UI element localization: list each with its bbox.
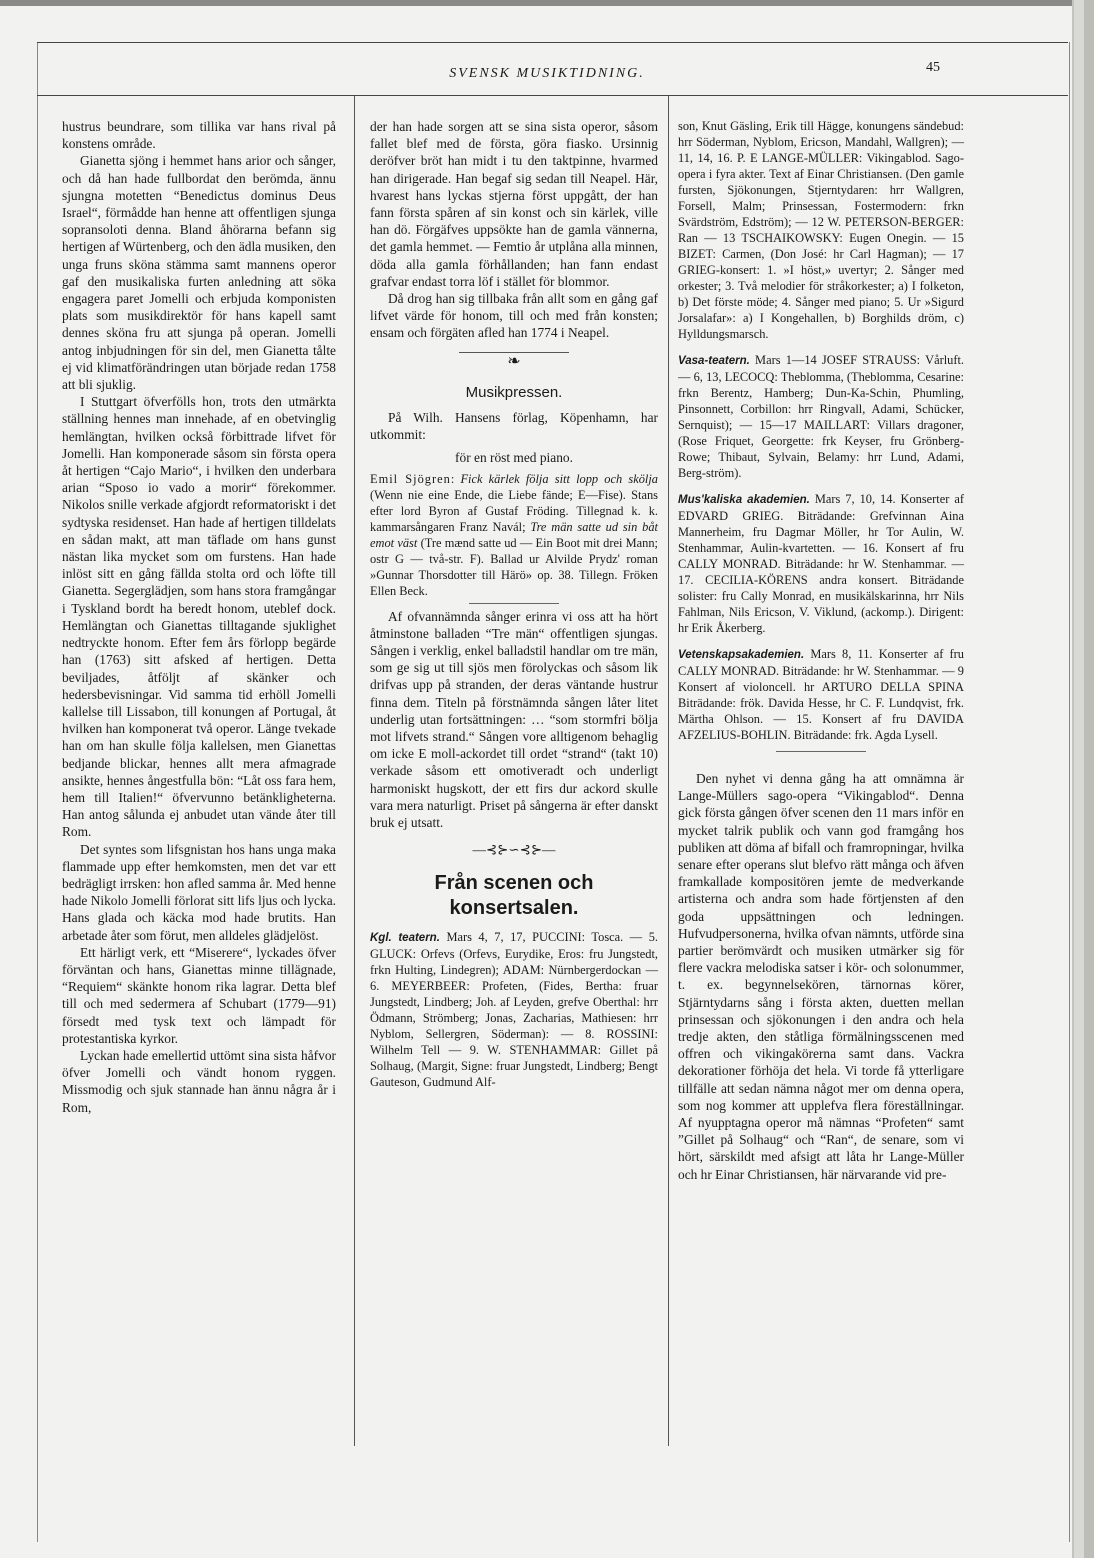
entry-title: Fick kärlek följa sitt lopp och skölja <box>460 471 658 486</box>
column-2 <box>370 118 658 1090</box>
entry-text: (Tre mænd satte ud — Ein Boot mit drei Mann; ostr G — två-str. F). Ballad ur Alvilde Prydz' roman »Gunnar Thorsdotter till Härö» op. 38. Tillegn. Fröken Ellen Beck. <box>370 535 658 598</box>
paragraph: hustrus beundrare, som tillika var hans rival på konstens område. <box>62 119 336 152</box>
venue-label: Vasa-teatern. <box>678 355 750 367</box>
paragraph: Det syntes som lifsgnistan hos hans unga maka flammade upp efter hemkomsten, men det var ett bedrägligt irrsken: hon afled samma år. Med henne hade Nikolo Jomelli förlorat sitt lifs ljus och lycka. Hans glada och käcka mod hade brutits. Han arbetade åter som förut, men alldeles glädjelöst. <box>62 841 336 943</box>
paragraph: I Stuttgart öfverfölls hon, trots den utmärkta ställning hennes man innehade, af en obetvinglig hemlängtan, hvilken också förbittrade lifvet för Jomelli. Han komponerade såsom sin första opera åt hertigen “Cajo Mario“, i hvilken den underbara arian “Sposo io vado a morir“ förekommer. Nikolos snille verkade afgjordt reformatoriskt i det sydtyska residenset. Han hade af hertigen tilldelats en sådan makt, att man täflade om hans gunst nästan lika mycket som om furstens. Han hade inlöst sitt en gång fällda stolta ord och löfte till Gianetta. Segerglädjen, som hans stora framgångar i Tyskland bordt ha beredt honom, uteblef dock. Hemlängtan och Gianettas tilltagande sjuklighet nedtryckte honom. Efter fem års förlopp begärde han (1763) sitt afsked af hertigen. Detta beviljades, åtföljt af skänker och hedersbevisningar. Vid samma tid erhöll Jomelli kallelse till Lissabon, till konungen af Portugal, åt hvilken han komponerat två operor. Länge tvekade han om han skulle följa kallelsen, men Gianettas bedjande blickar, hennes allt mera afmagrade ansikte, hennes ångestfulla bön: “Låt oss fara hem, hem till Italien!“ öfvervunno betänkligheterna. Han antog sålunda ej anbudet utan vände åter till Rom. <box>62 394 336 840</box>
entry-title: Tre män satte ud sin båt emot väst <box>370 519 658 550</box>
divider-rule <box>776 751 866 752</box>
divider-rule <box>469 603 559 604</box>
listing-text: Mars 8, 11. Konserter af fru CALLY MONRAD. Biträdande: hr W. Stenhammar. — 9 Konsert af violoncell. hr ARTURO DELLA SPINA Biträdande: frök. Davida Hesse, hr C. F. Lundqvist, frk. Märtha Ohlson. — 15. Konsert af fru DAVIDA AFZELIUS-BOHLIN. Biträdande: frk. Agda Lysell. <box>678 647 965 742</box>
section-title-musikpressen: Musikpressen. <box>465 383 563 401</box>
venue-label: Kgl. teatern. <box>370 931 440 944</box>
ornament-icon: ❧ <box>507 352 521 370</box>
header-rule-top <box>37 42 1068 43</box>
listing-musikaliska-akademien <box>678 491 964 636</box>
divider-ornament-icon: —⊰⊱∽⊰⊱— <box>472 842 556 858</box>
header-rule-bottom <box>37 95 1068 96</box>
publication-entry: Emil Sjögren: Fick kärlek följa sitt lopp och skölja (Wenn nie eine Ende, die Liebe fände; E—Fise). Stans efter lord Byron af Gustaf Fröding. Tillegnad k. k. kammarsångaren Franz Navál; Tre män satte ud sin båt emot väst (Tre mænd satte ud — Ein Boot mit drei Mann; ostr G — två-str. F). Ballad ur Alvilde Prydz' roman »Gunnar Thorsdotter till Härö» op. 38. Tillegn. Fröken Ellen Beck. <box>370 471 658 598</box>
listing-kgl-teatern <box>370 929 658 1090</box>
paragraph: Ett härligt verk, ett “Miserere“, lyckades öfver förväntan och hans, Gianettas minne tillägnade, “Requiem“ skänkte honom rika lagrar. Detta blef till och med sedermera af Schubart (1779—91) försedt med tysk text och lämpadt för protestantiska kyrkor. <box>62 944 336 1046</box>
subhead: för en röst med piano. <box>455 450 573 466</box>
paragraph: Af ofvannämnda sånger erinra vi oss att ha hört åtminstone balladen “Tre män“ offentligen sjungas. Sången i verklig, enkel balladstil handlar om tre män, som ge sig ut till sjös men förolyckas och såsom lik drifvas upp på stranden, der deras väntande hustrur finna dem. Titeln på förstnämnda sången låter litet underlig utan fortsättningen: … “som stormfri bölja mot lifvets strand.“ Sången vore alltigenom behaglig om icke E moll-ackordet till ordet “strand“ (takt 10) verkade såsom ett omotiveradt och underligt harmoniskt hugskott, der ett firs dur ackord skulle vara mera naturligt. Priset på sångerna är efter danskt bruk ej utsatt. <box>370 608 658 831</box>
paragraph: Då drog han sig tillbaka från allt som en gång gaf lifvet värde för honom, till och med från konsten; ensam och förgäten afled han 1774 i Neapel. <box>370 291 658 341</box>
column-3 <box>678 118 964 1183</box>
paragraph: Gianetta sjöng i hemmet hans arior och sånger, och då han hade fullbordat den berömda, ännu sjungna motetten “Benedictus dominus Deus Israel“, förmådde han henne att offentligen sjunga sopransoloti denna. Bland åhörarna befann sig hertigen af Würtenberg, och den ädla musiken, den unga fruns sköna stämma samt mannens operor gaf den musikaliska furten anledning att söka engagera paret Jomelli och erbjuda komponisten plats som musikdirektör för hans kapell samt dennes sköna fru att sjunga på operan. Jomelli antog inbjudningen för sin del, men Gianetta tålte ej vid klimatförändringen utan började redan 1758 att bli sjuklig. <box>62 153 336 393</box>
scan-top-edge <box>0 0 1094 6</box>
listing-vasa-teatern <box>678 352 964 481</box>
listing-vetenskapsakademien <box>678 646 964 743</box>
running-title: SVENSK MUSIKTIDNING. <box>449 66 645 81</box>
listing-text: Mars 4, 7, 17, PUCCINI: Tosca. — 5. GLUCK: Orfevs (Orfevs, Eurydike, Eros: fru Jungstedt, frkn Hulting, Lindegren); ADAM: Nürnbergerdockan — 6. MEYERBEER: Profeten, (Fides, Bertha: fruar Jungstedt, Lindberg; Joh. af Leyden, grefve Oberthal: hrr Ödmann, Strömberg; Jonas, Zacharias, Mathiesen: hrr Nyblom, Sellergren, Söderman): — 8. ROSSINI: Wilhelm Tell — 9. W. STENHAMMAR: Gillet på Solhaug, (Margit, Signe: fruar Jungstedt, Lindberg; Bengt Gauteson, Gudmund Alf- <box>370 929 658 1089</box>
entry-text: (Wenn nie eine Ende, die Liebe fände; E—Fise). Stans efter lord Byron af Gustaf Fröding. Tillegnad k. k. kammarsångaren Franz Navál; <box>370 487 658 534</box>
entry-composer: Emil Sjögren <box>370 471 451 486</box>
venue-label: Vetenskapsakademien. <box>678 649 805 661</box>
paragraph: der han hade sorgen att se sina sista operor, såsom fallet blef med de första, göra fiasko. Ursinnig deröfver bröt han midt i tu den taktpinne, hvarmed han dirigerade. Han begaf sig sedan till Neapel. Här, hvarest hans lyckas stjerna först uppgått, der han fann första spåren af sin konst och sin kärlek, ville han dö. Förgäfves uppsökte han de gamla vännerna, det gamla hemmet. — Femtio år utplåna alla minnen, döda alla gamla förhållanden; han fann endast grafvar endast torra löf i stället för blommor. <box>370 119 658 289</box>
paragraph: Den nyhet vi denna gång ha att omnämna är Lange-Müllers sago-opera “Vikingablod“. Denna gick första gången öfver scenen den 11 mars inför en mycket talrik publik och vann god framgång hos publiken att döma af bifall och framropningar, hvilka senare efter operans slut blefvo rätt många och äfven framkallade kompositören jemte de medverkande artisterna och andra som hade förtjensten af den goda uppsättningen och ledningen. Hufvudpersonerna, hvilka ofvan nämnts, utförde sina partier berömvärdt och musiken utmärker sig för flere vackra melodiska satser i kör- och solonummer, t. ex. begynnelsekören, tärnornas körer, Stjärntydarns sång i första akten, duetten mellan prinsessan och sjökonungen i den andra och hela tredje akten, den ståtliga förmälningsscenen med offren och vikingakörerna samt dans. Vackra dekorationer förhöja det hela. Vi torde få ytterligare tillfälle att sedan nämna något mer om denna opera, som nog kommer att upplefva flera föreställningar. Af nyupptagna operor må nämnas “Profeten“ samt ”Gillet på Solhaug“ och “Ran“, de senare, som vi hört, särskildt med afsigt att låta hr Lange-Müller och hr Einar Christiansen, här närvarande vid pre- <box>678 771 964 1182</box>
page-number: 45 <box>926 60 940 75</box>
column-rule-1 <box>354 96 355 1446</box>
paragraph: Lyckan hade emellertid uttömt sina sista håfvor öfver Jomelli och vändt honom ryggen. Missmodig och sjuk stannade han ännu några år i Rom, <box>62 1047 336 1115</box>
listing-text: Mars 7, 10, 14. Konserter af EDVARD GRIEG. Biträdande: Grefvinnan Aina Mannerheim, fru Dagmar Möller, hr Tor Aulin, W. Stenhammar, Aulin-kvartetten. — 16. Konsert af fru CALLY MONRAD. Biträdande: hr W. Stenhammar. — 17. CECILIA-KÖRENS andra konsert. Biträdande solister: fru Cally Monrad, en musikälskarinna, hrr Nils Fahlman, Nils Ericson, V. Viklund, (ackomp.). Dirigent: hr Erik Åkerberg. <box>678 492 964 635</box>
paragraph: På Wilh. Hansens förlag, Köpenhamn, har utkommit: <box>370 410 658 443</box>
book-spine <box>1084 0 1094 1558</box>
listing-text: Mars 1—14 JOSEF STRAUSS: Vårluft. — 6, 13, LECOCQ: Theblomma, (Theblomma, Cesarine: frkn Berentz, Hamberg; Dun-Ka-Schin, Phumling, Pinsonnett, Corbillon: hrr Ringvall, Adami, Schücker, Sernquist); — 15—17 MAILLART: Villars dragoner, (Rose Friquet, Georgette: frk Keyser, fru Grönberg-Rowe; Thibaut, Sylvain, Belamy: hrr Lund, Adami, Berg-ström). <box>678 353 964 480</box>
venue-label: Mus'kaliska akademien. <box>678 494 810 506</box>
section-title-scenen: Från scenen och konsertsalen. <box>434 871 594 919</box>
column-rule-2 <box>668 96 669 1446</box>
listing-continued: son, Knut Gäsling, Erik till Hägge, konungens sändebud: hrr Söderman, Nyblom, Ericson, Mandahl, Wallgren); — 11, 14, 16. P. E LANGE-MÜLLER: Vikingablod. Sago-opera i fyra akter. Text af Einar Christiansen. (Den gamle fursten, Sjökonungen, Stjerntydaren: hrr Wallgren, Forsell, Malm; Prinsessan, Fostermodern: frkn Svärdström, Edström); — 12 W. PETERSON-BERGER: Ran — 13 TSCHAIKOWSKY: Eugen Onegin. — 15 BIZET: Carmen, (Don José: hr Carl Hagman); — 17 GRIEG-konsert: 1. »I höst,» uvertyr; 2. Sånger med orkester; 3. Två melodier för stråkorkester; a) I folketon, b) Det förste möde; 4. Sånger med piano; 5. Ur »Sigurd Jorsalafar»: a) I Kongehallen, b) Borghilds dröm, c) Hylldungsmarsch. <box>678 119 964 341</box>
column-1 <box>62 118 336 1116</box>
